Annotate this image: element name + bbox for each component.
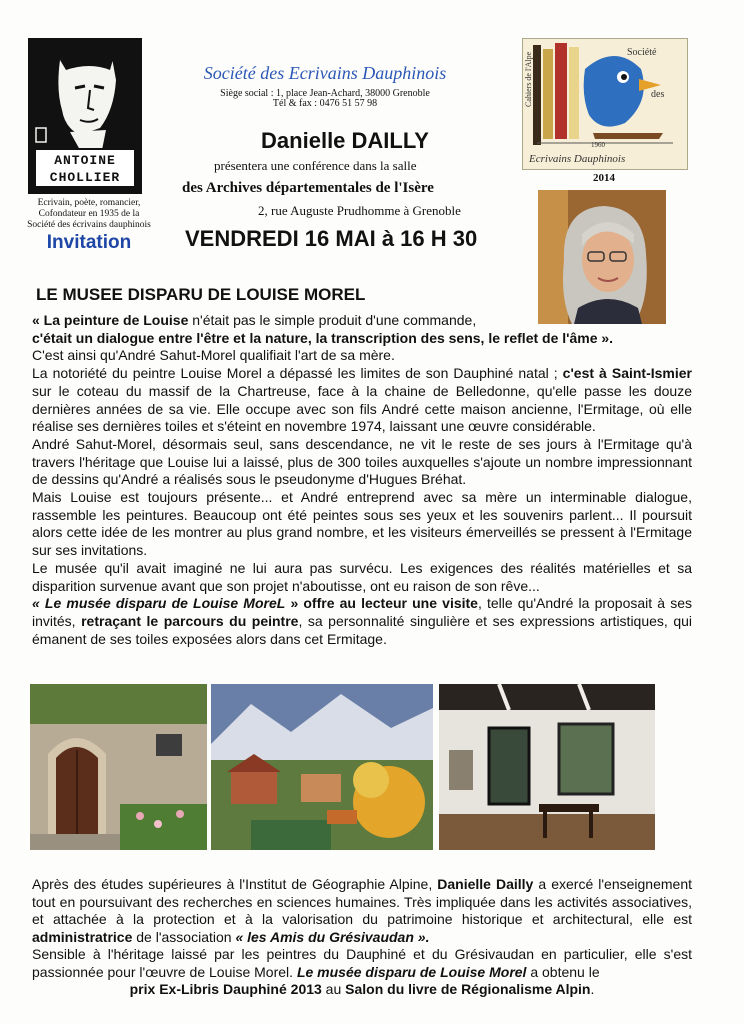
text-run: de l'association xyxy=(132,928,236,945)
bold-run: » offre au lecteur une visite xyxy=(285,595,478,612)
text-run: , sa personnalité singulière et ses expressions artistiques, qui émanent de ses toiles exposées alors dans cet Ermitage. xyxy=(32,612,692,647)
text-run: Sensible à l'héritage laissé par les peintres du Dauphiné et du Grésivaudan en particulier, elle s'est passionnée pour l'œuvre de Louise Morel. xyxy=(32,946,692,980)
caption-line: Ecrivain, poète, romancier, xyxy=(37,198,141,208)
paragraph xyxy=(32,876,692,946)
article-body xyxy=(32,312,692,648)
gallery-interior-photo xyxy=(439,684,655,850)
caption-line: Société des écrivains dauphinois xyxy=(27,220,151,230)
bold-run: c'est à Saint-Ismier xyxy=(562,365,692,382)
painting-landscape-photo xyxy=(211,684,433,850)
paragraph: Le musée qu'il avait imaginé ne lui aura pas survécu. Les exigences des réalités matérielles et sa disparition survenue avant que son projet n'aboutisse, ont eu raison de son rêve... xyxy=(32,559,692,594)
logo-text-small: 1960 xyxy=(591,141,605,149)
quote-lead: « La peinture de Louise xyxy=(32,312,189,328)
quote-text: n'était pas le simple produit d'une commande, xyxy=(188,312,477,328)
bold-run: retraçant le parcours du peintre xyxy=(81,612,299,629)
text-run: a obtenu le xyxy=(526,963,600,980)
text-run: , telle qu'André la proposait à ses invités, xyxy=(32,595,692,629)
photo-strip xyxy=(30,684,655,850)
society-logo xyxy=(522,38,688,170)
conference-intro: présentera une conférence dans la salle xyxy=(214,158,417,173)
phone-fax: Tél & fax : 0476 51 57 98 xyxy=(272,98,378,109)
left-caption xyxy=(14,198,164,231)
speaker-name: Danielle DAILLY xyxy=(261,128,429,153)
logo-text-bottom: Ecrivains Dauphinois xyxy=(529,153,626,165)
paragraph xyxy=(32,946,692,981)
antoine-chollier-logo xyxy=(28,38,142,194)
logo-name-banner: ANTOINE CHOLLIER xyxy=(34,148,136,188)
village-painting-icon xyxy=(211,684,433,850)
hermitage-door-photo xyxy=(30,684,207,850)
association-name: « les Amis du Grésivaudan ». xyxy=(235,928,430,945)
venue-address: 2, rue Auguste Prudhomme à Grenoble xyxy=(258,203,461,218)
stone-house-icon xyxy=(30,684,207,850)
book-title: Le musée disparu de Louise Morel xyxy=(296,963,527,980)
text-run: a exercé l'enseignement tout en poursuivant des recherches en sciences humaines. Très impliquée dans les activités associatives, et attachée à la protection et à la valorisation du patrimoine historique et architectural, elle est xyxy=(32,876,692,927)
logo-text-des: des xyxy=(651,89,665,100)
section-title: LE MUSEE DISPARU DE LOUISE MOREL xyxy=(36,285,366,304)
salon-name: Salon du livre de Régionalisme Alpin xyxy=(345,981,591,997)
invitation-label: Invitation xyxy=(46,232,132,253)
text-run: au xyxy=(321,981,346,997)
woman-portrait-icon xyxy=(538,190,666,324)
paragraph: C'est ainsi qu'André Sahut-Morel qualifiait l'art de sa mère. xyxy=(32,347,395,364)
venue-name: des Archives départementales de l'Isère xyxy=(182,180,434,196)
society-name: Société des Ecrivains Dauphinois xyxy=(203,63,447,83)
interior-room-icon xyxy=(439,684,655,850)
text-run: La notoriété du peintre Louise Morel a dépassé les limites de son Dauphiné natal ; xyxy=(32,365,563,382)
logo-year: 2014 xyxy=(593,172,615,184)
speaker-photo xyxy=(538,190,666,324)
portrait-woodcut-icon xyxy=(30,40,140,150)
quote-paragraph xyxy=(32,312,692,330)
bird-book-logo-icon xyxy=(523,39,687,169)
paragraph: André Sahut-Morel, désormais seul, sans descendance, ne vit le reste de ses jours à l'Ermitage qu'à travers l'héritage que Louise lui a laissé, plus de 300 toiles auxquelles s'ajoute un nombre impressionnant de dessins qu'André a réalisés sous le pseudonyme d'Hugues Bréhat. xyxy=(32,435,692,488)
siege-social: Siège social : 1, place Jean-Achard, 38000 Grenoble xyxy=(220,88,430,99)
prize-name: prix Ex-Libris Dauphiné 2013 xyxy=(129,981,322,997)
paragraph: Mais Louise est toujours présente... et André entreprend avec sa mère un interminable dialogue, rassemble les peintures. Beaucoup ont été peintes sous ses yeux et les souvenirs parlent... Il poursuit alors cette idée de les montrer au plus grand nombre, et les visiteurs émerveillés se pressent à l'Ermitage sur ses invitations. xyxy=(32,489,692,559)
bold-run: administratrice xyxy=(32,928,133,945)
book-title: « Le musée disparu de Louise MoreL xyxy=(32,595,286,612)
text-run: Après des études supérieures à l'Institut de Géographie Alpine, xyxy=(32,876,438,892)
text-run: . xyxy=(590,981,595,997)
paragraph xyxy=(32,365,692,436)
text-run: sur le coteau du massif de la Chartreuse, face à la chaine de Belledonne, qu'elle passe les douze dernières années de sa vie. Elle occupe avec son fils André cette maison ancienne, l'Ermitage, où elle réalise ses dernières toiles et s'éteint en novembre 1974, laissant une œuvre considérable. xyxy=(32,382,692,435)
author-bio xyxy=(32,876,692,999)
caption-line: Cofondateur en 1935 de la xyxy=(38,209,140,219)
quote-line-2 xyxy=(32,330,692,348)
logo-text-side: Cahiers de l'Alpe xyxy=(524,51,533,107)
logo-text-societe: Société xyxy=(627,47,657,58)
bold-run: Danielle Dailly xyxy=(437,876,534,892)
paragraph xyxy=(32,595,692,648)
event-date: VENDREDI 16 MAI à 16 H 30 xyxy=(185,226,478,251)
prize-line xyxy=(32,981,692,999)
quote-bold: c'était un dialogue entre l'être et la nature, la transcription des sens, le reflet de l'âme ». xyxy=(32,329,614,346)
